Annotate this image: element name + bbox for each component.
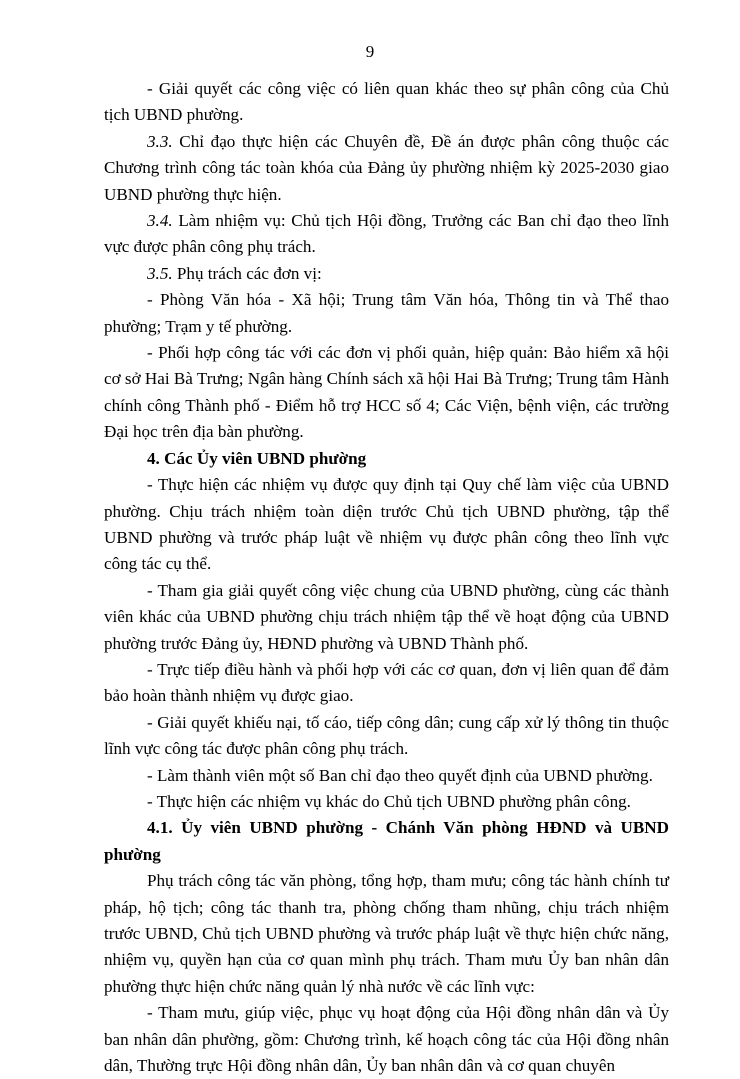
paragraph-text: - Tham gia giải quyết công việc chung của UBND phường, cùng các thành viên khác của UBND phường chịu trách nhiệm tập thể về hoạt động của UBND phường trước Đảng ủy, HĐND phường và UBND Thành phố. bbox=[104, 580, 669, 653]
paragraph-text: - Phòng Văn hóa - Xã hội; Trung tâm Văn hóa, Thông tin và Thể thao phường; Trạm y tế phường. bbox=[104, 290, 669, 336]
paragraph-text: - Thực hiện các nhiệm vụ được quy định tại Quy chế làm việc của UBND phường. Chịu trách nhiệm toàn diện trước Chủ tịch UBND phường, tập thể UBND phường và trước pháp luật về nhiệm vụ được phân công theo lĩnh vực công tác cụ thể. bbox=[104, 475, 669, 574]
paragraph bbox=[104, 1000, 669, 1079]
paragraph-text: - Trực tiếp điều hành và phối hợp với các cơ quan, đơn vị liên quan để đảm bảo hoàn thành nhiệm vụ được giao. bbox=[104, 659, 669, 706]
section-heading bbox=[104, 446, 669, 472]
paragraph-text: - Giải quyết các công việc có liên quan khác theo sự phân công của Chủ tịch UBND phường. bbox=[104, 79, 669, 125]
paragraph-text: - Thực hiện các nhiệm vụ khác do Chủ tịch UBND phường phân công. bbox=[147, 791, 631, 811]
document-body bbox=[104, 76, 669, 1079]
paragraph bbox=[104, 129, 669, 208]
item-number: 3.4. bbox=[147, 211, 173, 231]
paragraph-text: - Phối hợp công tác với các đơn vị phối quản, hiệp quản: Bảo hiểm xã hội cơ sở Hai Bà Trưng; Ngân hàng Chính sách xã hội Hai Bà Trưng; Trung tâm Hành chính công Thành phố - Điểm hỗ trợ HCC số 4; Các Viện, bệnh viện, các trường Đại học trên địa bàn phường. bbox=[104, 343, 669, 442]
item-number: 3.3. bbox=[147, 131, 173, 151]
paragraph bbox=[104, 578, 669, 657]
page-number: 9 bbox=[365, 42, 375, 61]
section-heading bbox=[104, 815, 669, 868]
paragraph-text: Phụ trách công tác văn phòng, tổng hợp, tham mưu; công tác hành chính tư pháp, hộ tịch; công tác thanh tra, phòng chống tham nhũng, chịu trách nhiệm trước UBND, Chủ tịch UBND phường và trước pháp luật về thực hiện chức năng, nhiệm vụ, quyền hạn của cơ quan mình phụ trách. Tham mưu Ủy ban nhân dân phường thực hiện chức năng quản lý nhà nước về các lĩnh vực: bbox=[104, 871, 669, 996]
paragraph bbox=[104, 789, 669, 815]
paragraph bbox=[104, 710, 669, 763]
paragraph bbox=[104, 261, 669, 287]
paragraph bbox=[104, 76, 669, 129]
paragraph bbox=[104, 287, 669, 340]
paragraph-text: Chỉ đạo thực hiện các Chuyên đề, Đề án được phân công thuộc các Chương trình công tác toàn khóa của Đảng ủy phường nhiệm kỳ 2025-2030 giao UBND phường thực hiện. bbox=[104, 131, 669, 204]
paragraph bbox=[104, 340, 669, 446]
paragraph bbox=[104, 763, 669, 789]
paragraph-text: - Tham mưu, giúp việc, phục vụ hoạt động của Hội đồng nhân dân và Ủy ban nhân dân phường, gồm: Chương trình, kế hoạch công tác của Hội đồng nhân dân, Thường trực Hội đồng nhân dân, Ủy ban nhân dân và cơ quan chuyên bbox=[104, 1003, 669, 1076]
paragraph-text: - Giải quyết khiếu nại, tố cáo, tiếp công dân; cung cấp xử lý thông tin thuộc lĩnh vực công tác được phân công phụ trách. bbox=[104, 712, 669, 759]
paragraph bbox=[104, 657, 669, 710]
paragraph-text: Phụ trách các đơn vị: bbox=[172, 263, 322, 283]
item-number: 3.5. bbox=[147, 263, 173, 283]
paragraph-text: Làm nhiệm vụ: Chủ tịch Hội đồng, Trưởng các Ban chỉ đạo theo lĩnh vực được phân công phụ trách. bbox=[104, 211, 669, 257]
paragraph-text: 4.1. Ủy viên UBND phường - Chánh Văn phòng HĐND và UBND phường bbox=[104, 818, 669, 864]
paragraph bbox=[104, 472, 669, 578]
paragraph-text: 4. Các Ủy viên UBND phường bbox=[147, 448, 367, 468]
paragraph bbox=[104, 868, 669, 1000]
paragraph-text: - Làm thành viên một số Ban chỉ đạo theo quyết định của UBND phường. bbox=[147, 765, 653, 785]
paragraph bbox=[104, 208, 669, 261]
